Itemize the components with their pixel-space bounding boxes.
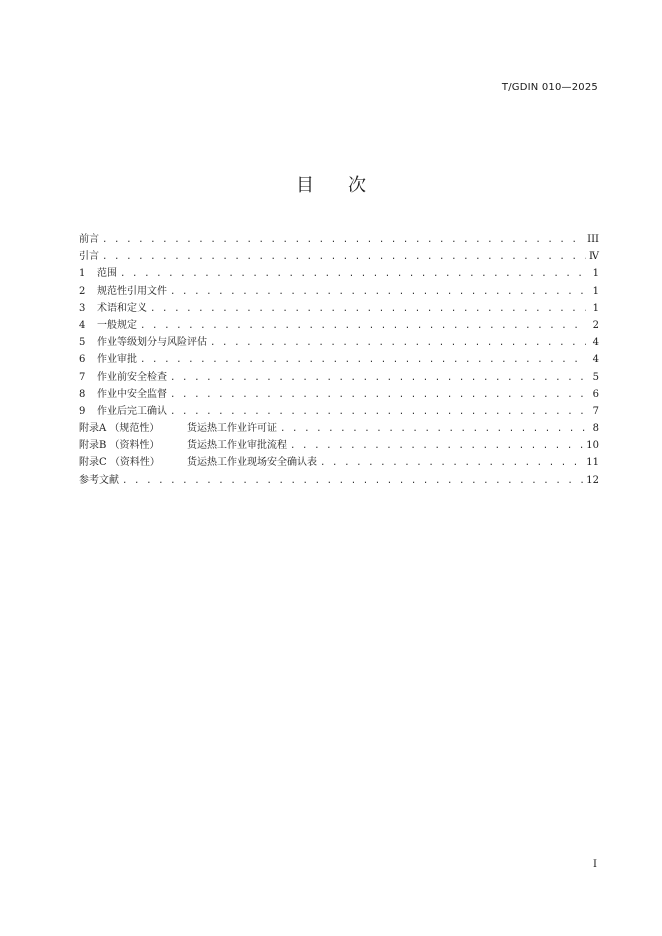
toc-entry-number: 附录A （规范性）: [79, 423, 160, 435]
toc-leader-dots: [122, 473, 583, 490]
toc-entry-page: 10: [586, 440, 599, 452]
toc-entry-8[interactable]: [79, 386, 599, 403]
toc-leader-dots: [140, 352, 586, 369]
toc-entry-label: 前言: [79, 234, 99, 245]
toc-entry-4[interactable]: [79, 317, 599, 334]
toc-entry-label: 一般规定: [97, 319, 137, 331]
toc-entry-label: 作业后完工确认: [97, 405, 167, 417]
toc-entry-foreword[interactable]: [79, 231, 599, 248]
toc-entry-5[interactable]: [79, 334, 599, 351]
toc-entry-label: 参考文献: [79, 474, 119, 486]
toc-entry-label: 术语和定义: [97, 302, 147, 314]
toc-entry-label: 作业中安全监督: [97, 388, 167, 400]
toc-entry-page: 1: [592, 285, 599, 297]
page-number: I: [593, 859, 597, 870]
toc-entry-number: 6: [79, 354, 86, 366]
toc-entry-page: 4: [592, 354, 599, 366]
toc-entry-page: 1: [592, 302, 599, 314]
toc-entry-label: 作业等级划分与风险评估: [97, 337, 207, 349]
table-of-contents: [79, 231, 599, 489]
toc-leader-dots: [280, 421, 586, 438]
toc-entry-number: 3: [79, 302, 86, 314]
toc-entry-7[interactable]: [79, 369, 599, 386]
toc-entry-page: 11: [586, 457, 599, 469]
toc-entry-number: 附录C （资料性）: [79, 457, 160, 469]
toc-entry-label: 货运热工作业审批流程: [187, 440, 287, 452]
toc-leader-dots: [210, 335, 586, 352]
toc-leader-dots: [170, 404, 586, 421]
toc-leader-dots: [102, 232, 584, 249]
toc-entry-number: 8: [79, 388, 86, 400]
toc-leader-dots: [170, 284, 586, 301]
toc-entry-number: 4: [79, 319, 86, 331]
toc-entry-page: Ⅳ: [589, 251, 599, 263]
toc-entry-number: 附录B （资料性）: [79, 440, 160, 452]
toc-entry-number: 2: [79, 285, 86, 297]
toc-entry-page: 12: [586, 474, 599, 486]
toc-entry-label: 引言: [79, 251, 99, 263]
toc-leader-dots: [140, 318, 586, 335]
toc-entry-page: 1: [592, 268, 599, 280]
toc-entry-page: 4: [592, 337, 599, 349]
toc-leader-dots: [102, 249, 586, 266]
toc-leader-dots: [290, 438, 583, 455]
toc-entry-number: 7: [79, 371, 86, 383]
toc-entry-label: 作业前安全检查: [97, 371, 167, 383]
toc-entry-label: 货运热工作业许可证: [187, 423, 277, 435]
toc-entry-introduction[interactable]: [79, 248, 599, 265]
toc-entry-2[interactable]: [79, 283, 599, 300]
toc-leader-dots: [170, 370, 586, 387]
toc-leader-dots: [320, 455, 583, 472]
toc-entry-page: 2: [592, 319, 599, 331]
toc-leader-dots: [170, 387, 586, 404]
toc-entry-9[interactable]: [79, 403, 599, 420]
toc-entry-label: 作业审批: [97, 354, 137, 366]
toc-entry-label: 规范性引用文件: [97, 285, 167, 297]
toc-entry-appendix-b[interactable]: [79, 437, 599, 454]
toc-entry-page: III: [587, 234, 599, 245]
toc-entry-number: 5: [79, 337, 86, 349]
toc-entry-appendix-c[interactable]: [79, 454, 599, 471]
toc-leader-dots: [120, 266, 586, 283]
toc-entry-page: 5: [592, 371, 599, 383]
toc-entry-page: 7: [592, 405, 599, 417]
toc-entry-label: 范围: [97, 268, 117, 280]
toc-leader-dots: [150, 301, 586, 318]
toc-entry-page: 8: [592, 423, 599, 435]
toc-entry-6[interactable]: [79, 351, 599, 368]
page-title: 目次: [296, 175, 400, 196]
toc-entry-appendix-a[interactable]: [79, 420, 599, 437]
toc-entry-label: 货运热工作业现场安全确认表: [187, 457, 317, 469]
toc-entry-number: 1: [79, 268, 86, 280]
document-code: T/GDIN 010—2025: [501, 82, 598, 93]
toc-entry-bibliography[interactable]: [79, 472, 599, 489]
toc-entry-1[interactable]: [79, 265, 599, 282]
toc-entry-page: 6: [592, 388, 599, 400]
toc-entry-number: 9: [79, 405, 86, 417]
toc-entry-3[interactable]: [79, 300, 599, 317]
